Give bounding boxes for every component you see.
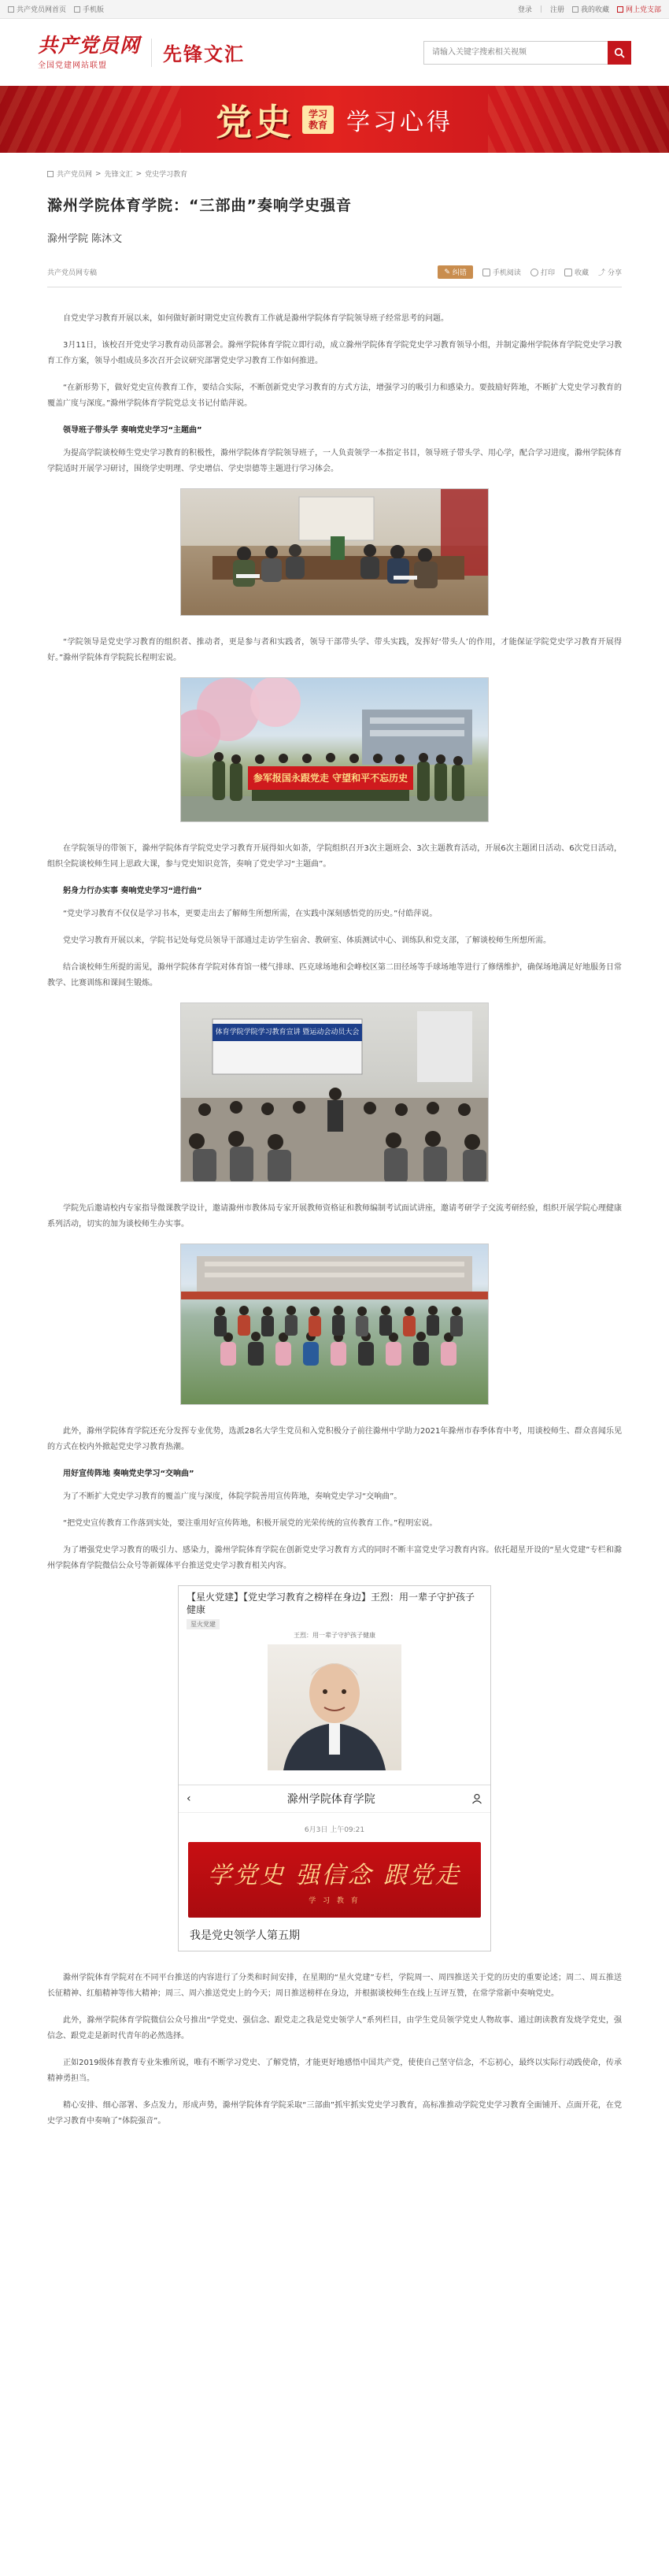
banner-pill: 学习教育 (302, 106, 334, 134)
breadcrumb-item[interactable]: 共产党员网 (57, 171, 93, 179)
brand (38, 35, 245, 70)
photo-banner-text: 参军报国永跟党走 守望和平不忘历史 (253, 773, 408, 784)
separator: | (539, 5, 542, 13)
breadcrumb-sep: > (135, 169, 142, 178)
party-branch-link[interactable]: 网上党支部 (617, 4, 661, 14)
paragraph: 为了不断扩大党史学习教育的覆盖广度与深度，体院学院善用宣传阵地，奏响党史学习“交响曲”。 (63, 1492, 402, 1501)
paragraph: 学院先后邀请校内专家指导微课教学设计，邀请滁州市教体局专家开展教师资格证和教师编制考试面试讲座，邀请考研学子交流考研经验，组织开展学院心理健康系列活动，切实的加为谈校师生办实事。 (47, 1204, 622, 1229)
article-body (47, 287, 622, 2129)
profile-icon[interactable] (471, 1793, 482, 1804)
mobile-read-button[interactable]: 手机阅读 (482, 267, 521, 277)
top-utility-bar (0, 0, 669, 19)
article-title: 滁州学院体育学院：“三部曲”奏响学史强音 (47, 197, 352, 214)
stadium-illustration (181, 1244, 489, 1405)
section-heading: 领导班子带头学 奏响党史学习“主题曲” (63, 426, 202, 435)
banner-decoration-left (0, 86, 181, 153)
paragraph: 此外，滁州学院体育学院微信公众号推出“学党史、强信念、跟党走之我是党史领学人”系列栏目，由学生党员领学党史人物故事、通过朗读教育发烧学党史，强信念、跟党走是新时代青年的必然选择。 (47, 2016, 622, 2040)
wechat-account-name: 滁州学院体育学院 (286, 1793, 375, 1806)
portrait-photo (268, 1644, 401, 1770)
print-icon (530, 269, 538, 276)
article-source: 共产党员网专稿 (47, 269, 98, 277)
meeting-illustration (181, 489, 489, 616)
register-link[interactable]: 注册 (549, 6, 564, 14)
portrait-illustration (268, 1644, 401, 1770)
wechat-red-banner (188, 1842, 481, 1918)
photo-outdoor-group (180, 677, 489, 822)
banner-slogan: 学党史 强信念 跟党走 (207, 1861, 462, 1889)
photo-screen-text: 体育学院学院学习教育宣讲 暨运动会动员大会 (215, 1029, 360, 1036)
paragraph: 滁州学院体育学院对在不同平台推送的内容进行了分类和时间安排，在星期的“星火党建”专栏，学院周一、周四推送关于党的历史的重要论述；周二、周五推送长征精神、红船精神等伟大精神；周三、周六推送党史上的今天；周日推送榜样在身边，并根据谈校师生在线上互评互赞，在常学常新中奏响党史。 (47, 1974, 622, 1998)
location-icon (47, 171, 54, 177)
paragraph: “学院领导是党史学习教育的组织者、推动者，更是参与者和实践者，领导干部带头学、带头实践，发挥好‘带头人’的作用，才能保证学院党史学习教育开展得好。”滁州学院体育学院院长程明宏说。 (47, 638, 622, 662)
edit-icon: ✎ (444, 268, 450, 276)
paragraph: 党史学习教育开展以来，学院书记处每党员领导干部通过走访学生宿舍、教研室、体质测试中心、训练队和党支部，了解谈校师生所想所需。 (63, 936, 551, 945)
banner-subtitle: 学习心得 (346, 108, 453, 136)
paragraph: “把党史宣传教育工作落到实处，要注重用好宣传阵地，积极开展党的光荣传统的宣传教育工作。”程明宏说。 (63, 1519, 438, 1528)
paragraph: 3月11日，该校召开党史学习教育动员部署会。滁州学院体育学院立即行动，成立滁州学院体育学院党史学习教育领导小组，并制定滁州学院体育学院党史学习教育工作方案，领导小组成员多次召开会议研究部署党史学习教育工作如何推进。 (47, 341, 622, 365)
embedded-wechat-screenshot (178, 1585, 491, 1951)
divider (151, 39, 152, 67)
banner-slogan-small: 学 习 教 育 (309, 1896, 360, 1905)
photo-lecture-hall (180, 1003, 489, 1182)
wechat-mini-caption: 王烈：用一辈子守护孩子健康 (294, 1632, 375, 1639)
correction-button[interactable]: ✎ 纠错 (438, 265, 473, 279)
photo-group-stadium (180, 1244, 489, 1405)
login-link[interactable]: 登录 (517, 6, 532, 14)
article-tools (438, 265, 622, 279)
paragraph: 在学院领导的带领下，滁州学院体育学院党史学习教育开展得如火如荼，学院组织召开3次主题班会、3次主题教育活动，开展6次主题团日活动、6次党日活动，组织全院谈校师生同上思政大课，参与党史知识竞答，奏响了党史学习“主题曲”。 (47, 844, 622, 869)
paragraph: 自党史学习教育开展以来，如何做好新时期党史宣传教育工作就是滁州学院体育学院领导班子经常思考的问题。 (63, 314, 449, 323)
logo-subtitle: 全国党建网站联盟 (38, 61, 107, 70)
banner-decoration-right (488, 86, 669, 153)
article-meta-bar (47, 265, 622, 287)
wechat-column-tag: 星火党建 (187, 1619, 220, 1629)
section-heading: 用好宣传阵地 奏响党史学习“交响曲” (63, 1470, 194, 1478)
favorites-link[interactable]: 我的收藏 (572, 4, 609, 14)
article-container (47, 153, 622, 2188)
star-icon (572, 6, 578, 13)
share-button[interactable]: ⤴ 分享 (598, 267, 622, 277)
search-button[interactable] (608, 41, 631, 65)
branch-icon (617, 6, 623, 13)
wechat-column-title: 我是党史领学人第五期 (190, 1929, 300, 1942)
print-button[interactable]: 打印 (530, 267, 555, 277)
star-icon (564, 269, 572, 276)
paragraph: 正如2019级体育教育专业朱雅所说，唯有不断学习党史、了解党情，才能更好地感悟中国共产党，使使自己坚守信念，不忘初心，最终以实际行动践使命，传承精神勇担当。 (47, 2059, 622, 2083)
paragraph: “党史学习教育不仅仅是学习书本，更要走出去了解师生所想所需，在实践中深刻感悟党的历史。”付皓萍说。 (63, 910, 438, 918)
mobile-link[interactable]: 手机版 (74, 4, 104, 14)
wechat-app-bar (179, 1785, 490, 1813)
paragraph: 结合谈校师生所提的需见，滁州学院体育学院对体育馆一楼气排球、匹克球场地和会峰校区第二田径场等手球场地等进行了修缮维护，确保场地满足好地服务日常教学、比赛训练和课间生锻炼。 (47, 963, 622, 988)
photo-study-meeting (180, 488, 489, 616)
site-logo[interactable] (38, 35, 140, 70)
home-icon (8, 6, 14, 13)
search-input[interactable] (423, 41, 608, 65)
mobile-icon (74, 6, 80, 13)
back-icon[interactable]: ‹ (187, 1792, 191, 1805)
breadcrumb-item[interactable]: 先锋文汇 (104, 171, 133, 179)
collect-button[interactable]: 收藏 (564, 267, 589, 277)
site-header (0, 19, 669, 86)
article-author: 滁州学院 陈沐文 (47, 233, 123, 245)
breadcrumb (47, 153, 622, 179)
breadcrumb-item[interactable]: 党史学习教育 (145, 171, 188, 179)
search-icon (614, 47, 625, 58)
paragraph: 为提高学院谈校师生党史学习教育的积极性，滁州学院体育学院领导班子，一人负责领学一本指定书目，领导班子带头学、用心学，配合学习进度，滁州学院体育学院适时开展学习研讨，围绕学史明理、学史增信、学史崇德等主题进行学习体会。 (47, 449, 622, 473)
page-bottom-spacer (47, 2140, 622, 2188)
banner-title: 党史 (216, 100, 294, 143)
channel-banner (0, 86, 669, 153)
qr-icon (482, 269, 490, 276)
channel-title[interactable]: 先锋文汇 (163, 43, 246, 65)
group-illustration (181, 678, 489, 822)
paragraph: 精心安排、细心部署、多点发力，形成声势，滁州学院体育学院采取“三部曲”抓牢抓实党史学习教育，高标准推动学院党史学习教育全面铺开、点面开花，在党史学习教育中奏响了“体院强音”。 (47, 2101, 622, 2126)
paragraph: 为了增强党史学习教育的吸引力、感染力，滁州学院体育学院在创新党史学习教育方式的同时不断丰富党史学习教育内容。依托超星开设的“星火党建”专栏和滁州学院体育学院微信公众号等新媒体平台推送党史学习教育相关内容。 (47, 1546, 622, 1570)
breadcrumb-sep: > (95, 169, 102, 178)
paragraph: 此外，滁州学院体育学院还充分发挥专业优势，选派28名大学生党员和入党积极分子前往滁州中学助力2021年滁州市春季体育中考，用谈校师生、群众喜闻乐见的方式在校内外掀起党史学习教育热潮。 (47, 1427, 622, 1451)
home-link[interactable]: 共产党员网首页 (8, 4, 66, 14)
logo-title: 共产党员网 (38, 34, 141, 57)
share-icon: ⤴ (597, 269, 605, 277)
wechat-article-title: 【星火党建】【党史学习教育之榜样在身边】王烈：用一辈子守护孩子健康 (187, 1592, 475, 1615)
wechat-post-date: 6月3日 上午09:21 (304, 1826, 365, 1834)
search-box (423, 41, 631, 65)
paragraph: “在新形势下，做好党史宣传教育工作，要结合实际，不断创新党史学习教育的方式方法，增强学习的吸引力和感染力。要鼓励好阵地，不断扩大党史学习教育的覆盖广度与深度。”滁州学院体育学院党总支书记付皓萍说。 (47, 384, 622, 408)
section-heading: 躬身力行办实事 奏响党史学习“进行曲” (63, 887, 202, 895)
